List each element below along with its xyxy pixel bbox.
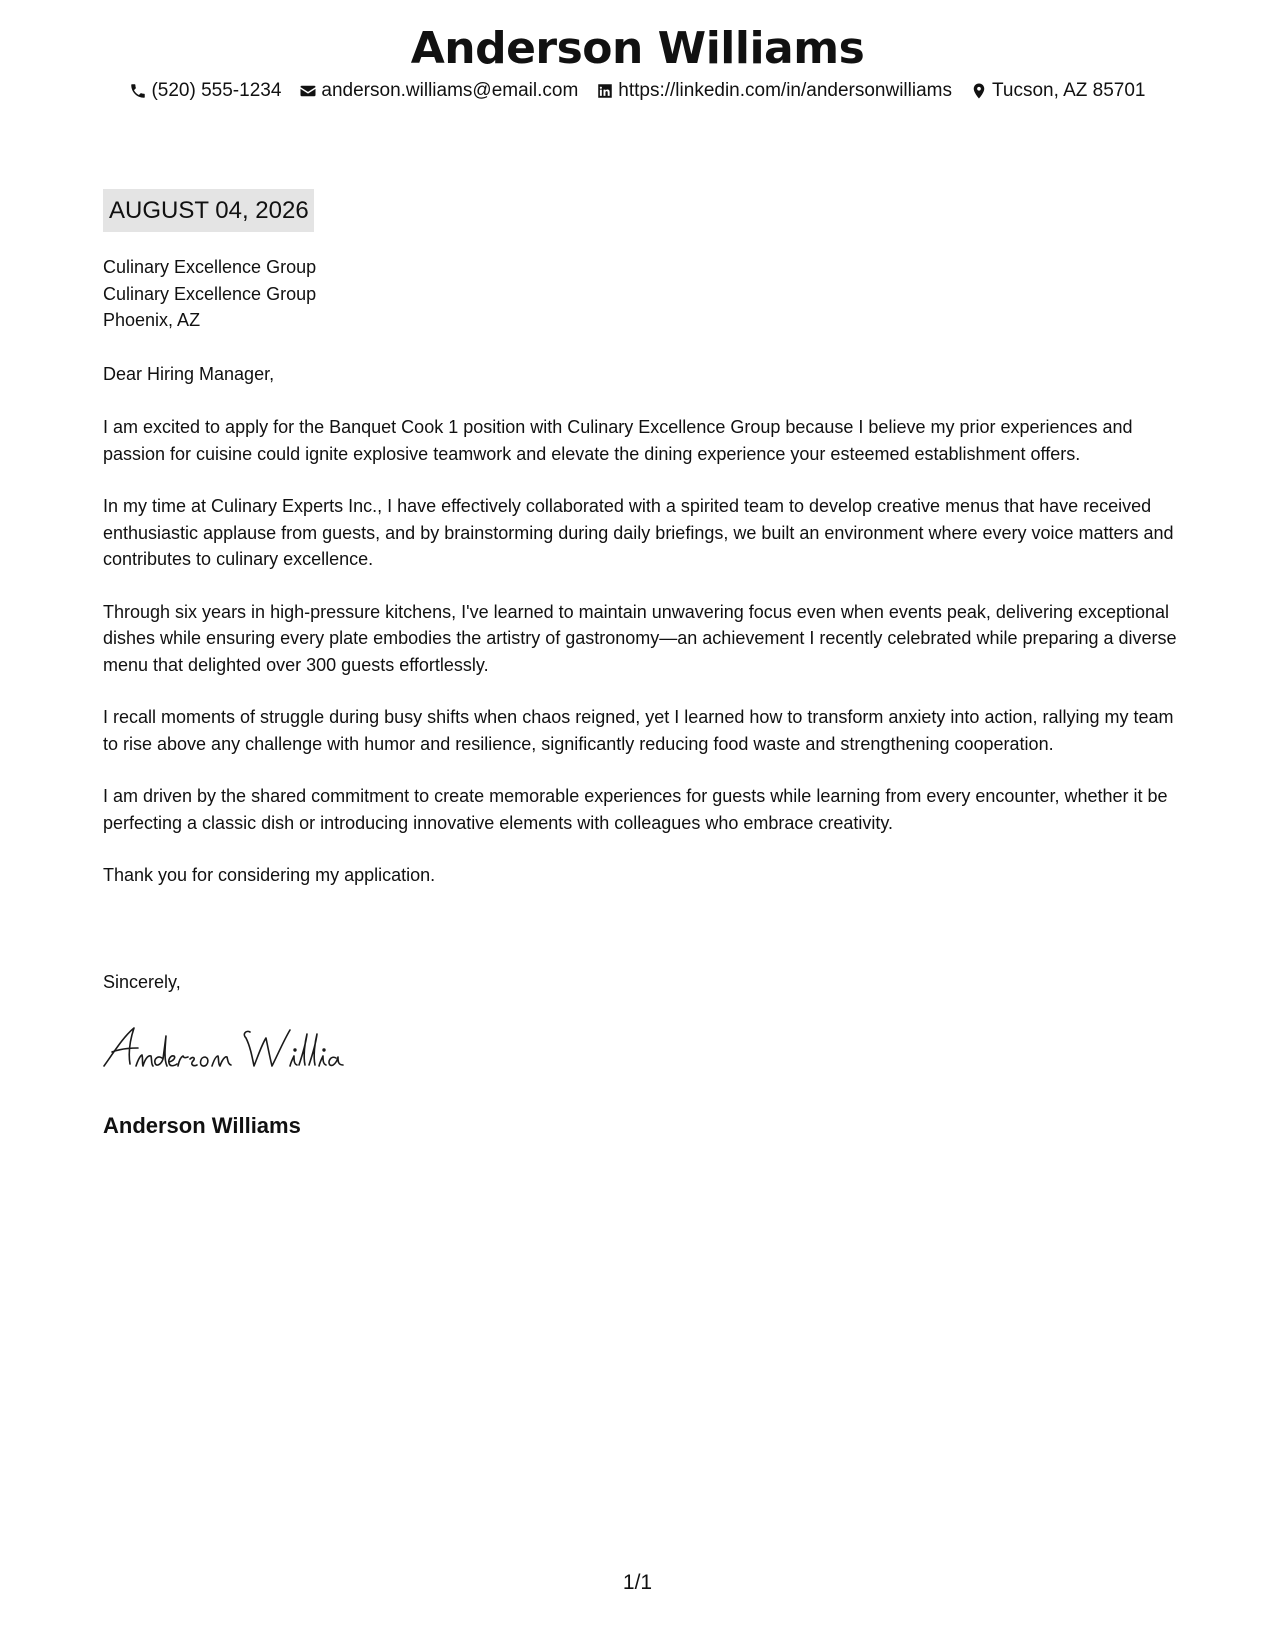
contact-linkedin	[596, 78, 952, 104]
body-paragraph: Thank you for considering my application.	[103, 865, 436, 885]
recipient-line: Phoenix, AZ	[103, 310, 201, 330]
letter-date: AUGUST 04, 2026	[103, 189, 314, 232]
envelope-icon	[299, 82, 317, 100]
applicant-name-heading: Anderson Williams	[410, 23, 865, 74]
linkedin-text: https://linkedin.com/in/andersonwilliams	[618, 80, 952, 101]
phone-icon	[129, 82, 147, 100]
handwritten-signature	[100, 1022, 370, 1072]
contact-phone	[129, 78, 281, 104]
body-paragraph: Through six years in high-pressure kitchens, I've learned to maintain unwavering focus even when events peak, delivering exceptional dishes while ensuring every plate embodies the artistry of gastronomy—an achievement I recently celebrated while preparing a diverse menu that delighted over 300 guests effortlessly.	[103, 601, 1177, 675]
recipient-line: Culinary Excellence Group	[103, 257, 317, 277]
signer-name: Anderson Williams	[103, 1113, 301, 1138]
letter-body	[103, 414, 1178, 915]
location-text: Tucson, AZ 85701	[992, 80, 1146, 101]
salutation: Dear Hiring Manager,	[103, 364, 275, 384]
recipient-line: Culinary Excellence Group	[103, 283, 317, 304]
contact-email	[299, 78, 578, 104]
closing: Sincerely,	[103, 972, 181, 992]
contact-location	[970, 78, 1146, 104]
linkedin-icon	[596, 82, 614, 100]
body-paragraph: I recall moments of struggle during busy shifts when chaos reigned, yet I learned how to transform anxiety into action, rallying my team to rise above any challenge with humor and resilience, significantly reducing food waste and strengthening cooperation.	[103, 707, 1174, 754]
page-number: 1/1	[622, 1571, 653, 1594]
recipient-address	[103, 254, 1178, 334]
map-pin-icon	[970, 82, 988, 100]
phone-text: (520) 555-1234	[151, 80, 282, 101]
body-paragraph: I am driven by the shared commitment to create memorable experiences for guests while learning from every encounter, whether it be perfecting a classic dish or introducing innovative elements with colleagues who embrace creativity.	[103, 786, 1168, 833]
contact-info-row	[0, 78, 1275, 104]
body-paragraph: I am excited to apply for the Banquet Cook 1 position with Culinary Excellence Group because I believe my prior experiences and passion for cuisine could ignite explosive teamwork and elevate the dining experience your esteemed establishment offers.	[103, 417, 1133, 464]
email-text: anderson.williams@email.com	[321, 80, 579, 101]
body-paragraph: In my time at Culinary Experts Inc., I have effectively collaborated with a spirited team to develop creative menus that have received enthusiastic applause from guests, and by brainstorming during daily briefings, we built an environment where every voice matters and contributes to culinary excellence.	[103, 496, 1174, 569]
